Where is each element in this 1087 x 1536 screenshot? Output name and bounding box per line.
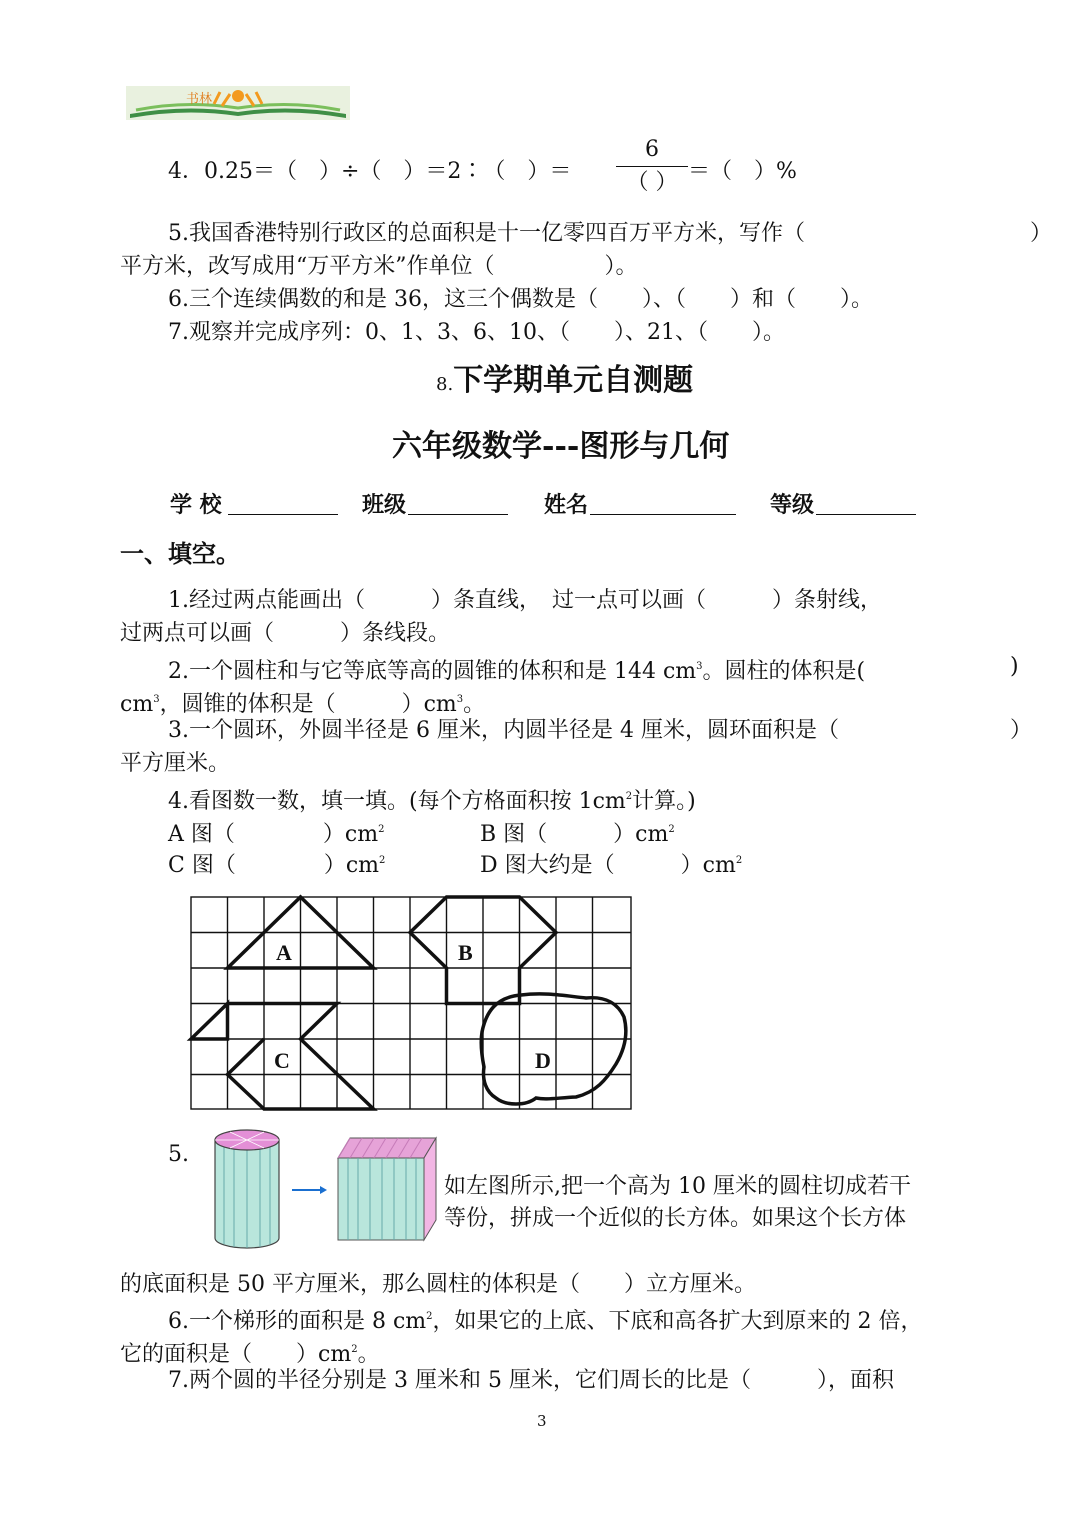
q2-line1: [168, 652, 865, 687]
q2-cube-3: 3: [456, 694, 464, 705]
q3-line2: 平方厘米。: [120, 751, 231, 776]
q6-text-b: ，如果它的上底、下底和高各扩大到原来的 2 倍，: [432, 1309, 923, 1334]
q2-close: ): [1010, 654, 1019, 679]
section-title: 一、填空。: [120, 539, 240, 568]
q4-c-text: C 图（ ）cm: [168, 853, 380, 878]
q4-a-text: A 图（ ）cm: [168, 822, 379, 847]
page-number: 3: [537, 1412, 547, 1430]
top-q4-fraction: [616, 136, 688, 197]
q2-text-b: 。圆柱的体积是(: [702, 659, 866, 684]
q6-text-c: 它的面积是（ ）cm: [120, 1342, 352, 1367]
q3-close: ）: [1010, 718, 1033, 743]
shape-c-left: [191, 1004, 228, 1040]
q2-text-d: 。: [463, 692, 486, 717]
test-title-text: 下学期单元自测题: [453, 363, 694, 398]
fraction-denominator: （ ）: [626, 170, 678, 195]
q6-sq-1: 2: [426, 1311, 433, 1322]
label-a: A: [276, 940, 292, 965]
q2-cube-1: 3: [696, 661, 703, 672]
logo-image: [126, 86, 350, 120]
q7-line1: 7.两个圆的半径分别是 3 厘米和 5 厘米，它们周长的比是（ ），面积: [168, 1368, 894, 1393]
label-c: C: [274, 1048, 290, 1073]
q2-text-a: 2.一个圆柱和与它等底等高的圆锥的体积和是 144 cm: [168, 659, 697, 684]
school-label: 学 校: [170, 492, 222, 518]
grade-blank[interactable]: [816, 514, 916, 515]
top-q4-right: ＝（ ）%: [688, 159, 797, 184]
logo-text: 书林: [186, 92, 213, 107]
q1-line2: 过两点可以画（ ）条线段。: [120, 621, 451, 646]
q6-sq-2: 2: [351, 1344, 358, 1355]
name-blank[interactable]: [590, 514, 736, 515]
q5-number: 5.: [168, 1142, 189, 1167]
top-q4-left: 4．0.25＝（ ）÷（ ）＝2∶（ ）＝: [168, 159, 572, 184]
q2-text-c: ，圆锥的体积是（ ）cm: [159, 692, 457, 717]
class-blank[interactable]: [408, 514, 508, 515]
label-b: B: [458, 940, 473, 965]
q5-line1: 如左图所示,把一个高为 10 厘米的圆柱切成若干: [444, 1174, 911, 1199]
school-blank[interactable]: [228, 514, 338, 515]
q4-line1: [168, 782, 696, 817]
q4-d: [480, 846, 742, 881]
q4-c-sq: 2: [379, 855, 386, 866]
top-q5-line2: 平方米，改写成用“万平方米”作单位（ ）。: [120, 254, 638, 279]
top-q7: 7.观察并完成序列：0、1、3、6、10、（ ）、21、（ ）。: [168, 320, 785, 345]
top-q5-close: ）: [1030, 221, 1053, 246]
q5-line3: 的底面积是 50 平方厘米，那么圆柱的体积是（ ）立方厘米。: [120, 1272, 756, 1297]
grid-figure: [186, 892, 636, 1114]
q4-b-sq: 2: [668, 824, 675, 835]
class-label: 班级: [362, 492, 407, 518]
q4-a-sq: 2: [378, 824, 385, 835]
q4-text-a: 4.看图数一数，填一填。(每个方格面积按 1cm: [168, 789, 626, 814]
shape-d: [481, 994, 626, 1104]
top-q5-line1: 5.我国香港特别行政区的总面积是十一亿零四百万平方米，写作（: [168, 221, 805, 246]
q6-text-a: 6.一个梯形的面积是 8 cm: [168, 1309, 427, 1334]
name-label: 姓名: [544, 492, 589, 518]
q4-d-sq: 2: [735, 855, 743, 866]
q4-d-text: D 图大约是（ ）cm: [480, 853, 736, 878]
test-number: 8.: [436, 374, 454, 395]
q1-line1: 1.经过两点能画出（ ）条直线， 过一点可以画（ ）条射线，: [168, 588, 882, 613]
fraction-bar: [616, 166, 688, 167]
label-d: D: [535, 1048, 551, 1073]
top-q6: 6.三个连续偶数的和是 36，这三个偶数是（ ）、（ ）和（ ）。: [168, 287, 873, 312]
q4-text-b: 计算。): [632, 789, 696, 814]
q5-line2: 等份，拼成一个近似的长方体。如果这个长方体: [444, 1206, 907, 1231]
q4-b-text: B 图（ ）cm: [480, 822, 669, 847]
test-subtitle: 六年级数学---图形与几何: [392, 429, 730, 464]
q4-c: [168, 846, 385, 881]
q6-line2: [120, 1335, 380, 1370]
test-title: [436, 362, 693, 404]
cylinder-to-cuboid-figure: [210, 1128, 440, 1256]
fraction-numerator: 6: [645, 137, 659, 162]
q4-sq: 2: [625, 791, 633, 802]
q2-line2: [120, 685, 485, 720]
q2-unit: cm: [120, 692, 154, 717]
q6-line1: [168, 1302, 923, 1337]
q4-a: [168, 815, 384, 850]
q3-line1: 3.一个圆环，外圆半径是 6 厘米，内圆半径是 4 厘米，圆环面积是（: [168, 718, 839, 743]
grade-label: 等级: [770, 492, 815, 518]
q6-text-d: 。: [357, 1342, 380, 1367]
q4-b: [480, 815, 675, 850]
q2-cube-2: 3: [153, 694, 160, 705]
